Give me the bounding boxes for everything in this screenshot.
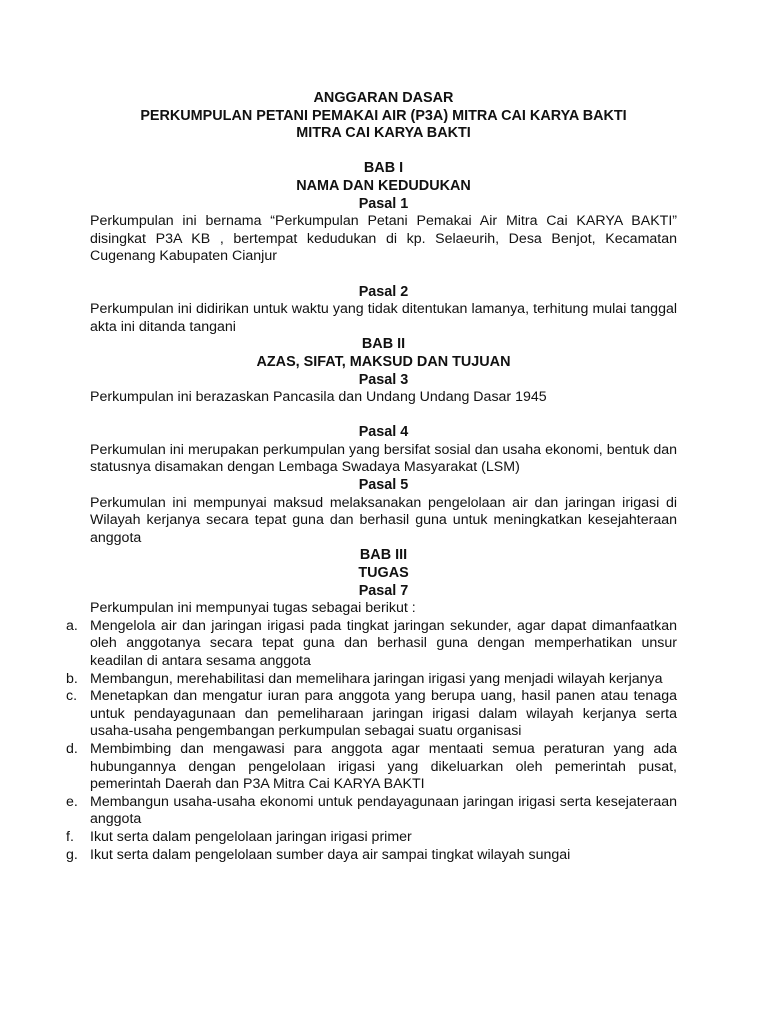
- bab3-subheading: TUGAS: [358, 565, 409, 582]
- list-item: [66, 617, 677, 671]
- list-marker: g.: [66, 846, 78, 863]
- pasal1-label: Pasal 1: [358, 195, 409, 212]
- bab2-heading: BAB II: [361, 336, 406, 353]
- list-item-text: Membimbing dan mengawasi para anggota agar mentaati semua peraturan yang ada hubungannya dengan pengelolaan irigasi yang dikeluarkan oleh pemerintah pusat, pemerintah Daerah dan P3A Mitra Cai KARYA BAKTI: [90, 740, 677, 793]
- document-page: [66, 90, 677, 864]
- list-item-text: Menetapkan dan mengatur iuran para anggota yang berupa uang, hasil panen atau tenaga untuk pendayagunaan dan pemeliharaan jaringan irigasi dalam wilayah kerjanya serta usaha-usaha pengembangan perkumpulan sebagai suatu organisasi: [90, 688, 677, 740]
- list-marker: a.: [66, 617, 78, 634]
- list-marker: c.: [66, 688, 78, 705]
- list-item-text: Membangun, merehabilitasi dan memelihara jaringan irigasi yang menjadi wilayah kerjanya: [90, 670, 663, 687]
- pasal5-text: Perkumulan ini mempunyai maksud melaksanakan pengelolaan air dan jaringan irigasi di Wilayah kerjanya secara tepat guna dan berhasil guna untuk meningkatkan kesejahteraan anggota: [90, 494, 677, 546]
- list-item: [66, 670, 677, 689]
- list-item-text: Ikut serta dalam pengelolaan jaringan irigasi primer: [90, 828, 412, 845]
- pasal2-text: Perkumpulan ini didirikan untuk waktu yang tidak ditentukan lamanya, terhitung mulai tanggal akta ini ditanda tangani: [90, 301, 677, 335]
- bab2-subheading: AZAS, SIFAT, MAKSUD DAN TUJUAN: [256, 353, 511, 370]
- pasal7-intro: Perkumpulan ini mempunyai tugas sebagai berikut :: [90, 600, 416, 617]
- pasal5-label: Pasal 5: [358, 477, 409, 494]
- list-marker: f.: [66, 828, 74, 845]
- list-item-text: Mengelola air dan jaringan irigasi pada tingkat jaringan sekunder, agar dapat dimanfaatkan oleh anggotanya secara tepat guna dan berhasil guna dengan memperhatikan unsur keadilan di antara sesama anggota: [90, 617, 677, 669]
- list-item: [66, 828, 677, 847]
- document-title: ANGGARAN DASAR: [313, 90, 454, 106]
- list-item: [66, 688, 677, 741]
- list-item-text: Ikut serta dalam pengelolaan sumber daya air sampai tingkat wilayah sungai: [90, 846, 571, 863]
- document-title-subname: MITRA CAI KARYA BAKTI: [296, 125, 471, 142]
- pasal7-label: Pasal 7: [358, 582, 409, 599]
- bab1-subheading: NAMA DAN KEDUDUKAN: [296, 177, 471, 194]
- list-item: [66, 740, 677, 794]
- list-marker: e.: [66, 793, 78, 810]
- pasal7-task-list: [66, 617, 677, 864]
- list-item-text: Membangun usaha-usaha ekonomi untuk pendayagunaan jaringan irigasi serta kesejateraan anggota: [90, 793, 677, 828]
- pasal4-text: Perkumulan ini merupakan perkumpulan yang bersifat sosial dan usaha ekonomi, bentuk dan statusnya disamakan dengan Lembaga Swadaya Masyarakat (LSM): [90, 441, 677, 476]
- pasal2-label: Pasal 2: [358, 283, 409, 300]
- pasal4-label: Pasal 4: [358, 424, 409, 441]
- pasal1-text: Perkumpulan ini bernama “Perkumpulan Petani Pemakai Air Mitra Cai KARYA BAKTI” disingkat P3A KB , bertempat kedudukan di kp. Selaeurih, Desa Benjot, Kecamatan Cugenang Kabupaten Cianjur: [90, 213, 677, 265]
- bab3-heading: BAB III: [359, 547, 408, 564]
- pasal3-label: Pasal 3: [358, 371, 409, 388]
- bab1-heading: BAB I: [363, 160, 404, 177]
- list-marker: d.: [66, 740, 78, 757]
- list-item: [66, 793, 677, 829]
- pasal3-text: Perkumpulan ini berazaskan Pancasila dan Undang Undang Dasar 1945: [90, 389, 547, 406]
- list-marker: b.: [66, 670, 78, 687]
- document-title-organization: PERKUMPULAN PETANI PEMAKAI AIR (P3A) MITRA CAI KARYA BAKTI: [140, 107, 627, 124]
- list-item: [66, 846, 677, 865]
